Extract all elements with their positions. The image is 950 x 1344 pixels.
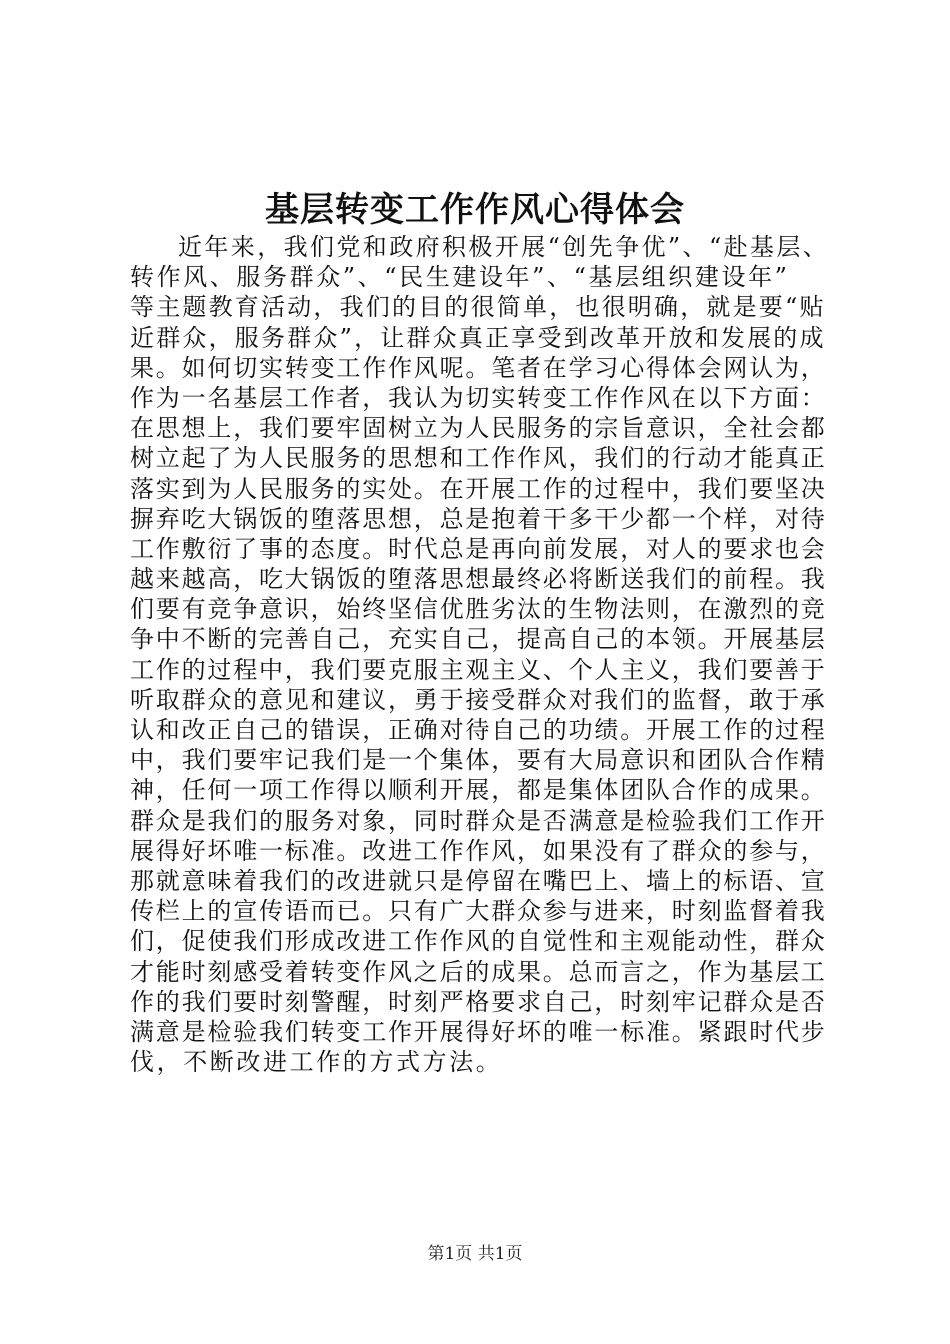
body-line: 近年来，我们党和政府积极开展“创先争优”、“赴基层、 (178, 233, 830, 261)
body-line: 在思想上，我们要牢固树立为人民服务的宗旨意识，全社会都 (130, 414, 827, 443)
body-line: 近群众，服务群众”，让群众真正享受到改革开放和发展的成 (130, 323, 826, 352)
body-line: 才能时刻感受着转变作风之后的成果。总而言之，作为基层工 (130, 957, 827, 986)
body-line: 中，我们要牢记我们是一个集体，要有大局意识和团队合作精 (130, 746, 827, 775)
body-line: 果。如何切实转变工作作风呢。笔者在学习心得体会网认为， (130, 353, 827, 382)
body-line: 群众是我们的服务对象，同时群众是否满意是检验我们工作开 (130, 806, 827, 835)
body-line: 工作的过程中，我们要克服主观主义、个人主义，我们要善于 (130, 655, 827, 684)
body-line: 满意是检验我们转变工作开展得好坏的唯一标准。紧跟时代步 (130, 1017, 827, 1046)
body-line: 传栏上的宣传语而已。只有广大群众参与进来，时刻监督着我 (130, 897, 827, 926)
document-body (130, 232, 830, 1077)
body-line: 们，促使我们形成改进工作作风的自觉性和主观能动性，群众 (130, 927, 827, 956)
body-line: 展得好坏唯一标准。改进工作作风，如果没有了群众的参与， (130, 836, 827, 865)
body-line: 等主题教育活动，我们的目的很简单，也很明确，就是要“贴 (130, 293, 826, 322)
body-line: 摒弃吃大锅饭的堕落思想，总是抱着干多干少都一个样，对待 (130, 504, 827, 533)
body-line: 伐，不断改进工作的方式方法。 (130, 1048, 503, 1077)
body-line: 争中不断的完善自己，充实自己，提高自己的本领。开展基层 (130, 625, 827, 654)
body-line: 们要有竞争意识，始终坚信优胜劣汰的生物法则，在激烈的竞 (130, 595, 827, 624)
document-title: 基层转变工作作风心得体会 (265, 190, 685, 230)
body-line: 树立起了为人民服务的思想和工作作风，我们的行动才能真正 (130, 444, 827, 473)
body-line: 认和改正自己的错误，正确对待自己的功绩。开展工作的过程 (130, 716, 827, 744)
page-number-footer: 第1页 共1页 (427, 1244, 523, 1264)
body-line: 转作风、服务群众”、“民生建设年”、“基层组织建设年” (130, 263, 790, 292)
body-line: 那就意味着我们的改进就只是停留在嘴巴上、墙上的标语、宣 (130, 866, 827, 895)
body-line: 越来越高，吃大锅饭的堕落思想最终必将断送我们的前程。我 (130, 565, 827, 594)
body-line: 听取群众的意见和建议，勇于接受群众对我们的监督，敢于承 (130, 685, 827, 714)
body-line: 落实到为人民服务的实处。在开展工作的过程中，我们要坚决 (130, 474, 827, 503)
body-line: 作的我们要时刻警醒，时刻严格要求自己，时刻牢记群众是否 (130, 987, 827, 1016)
body-line: 作为一名基层工作者，我认为切实转变工作作风在以下方面： (130, 383, 827, 412)
body-line: 神，任何一项工作得以顺利开展，都是集体团队合作的成果。 (130, 776, 827, 805)
body-line: 工作敷衍了事的态度。时代总是再向前发展，对人的要求也会 (130, 534, 827, 563)
